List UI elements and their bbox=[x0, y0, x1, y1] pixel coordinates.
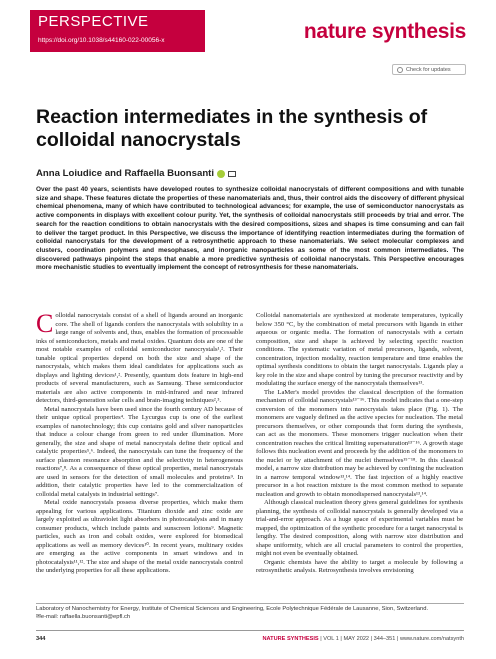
email-line bbox=[36, 614, 464, 622]
affiliation-text: Laboratory of Nanochemistry for Energy, Institute of Chemical Sciences and Engineering, Ecole Polytechnique Fédérale de Lausanne, Sion, Switzerland. bbox=[36, 606, 429, 612]
check-updates-label: Check for updates bbox=[406, 66, 451, 73]
check-updates-icon bbox=[397, 67, 403, 73]
paragraph: Colloidal nanocrystals consist of a shell of ligands around an inorganic core. The shell of ligands confers the nanocrystals with solubility in a large range of solvents and, thus, enables the formation of processable inks of semiconductors, metals and metal oxides. Quantum dots are one of the most notable examples of colloidal semiconductor nanocrystals¹,². Their tunable optical properties depend on both the size and shape of the nanocrystals, which makes them ideal candidates for applications such as displays and lighting devices¹,². Presently, quantum dots feature in high-end products of several manufacturers, such as Samsung. These semiconductor materials are also active components in mid-infrared and near infrared detectors, third-generation solar cells and brain-imaging techniques²,³. bbox=[36, 309, 243, 404]
paragraph: The LaMer's model provides the classical description of the formation mechanism of colloidal nanocrystals¹³⁻¹⁶. This model indicates that a one-step conversion of the monomers into nanocrystals takes place (Fig. 1). The monomers are vaguely defined as the active species for nucleation. The metal precursors themselves, or other compounds that form during the synthesis, can act as the monomers. These monomers trigger nucleation when their concentration reaches the critical limiting supersaturation¹³⁻¹⁶. A growth stage follows this nucleation event and proceeds by the addition of the monomers to the nuclei or by attachment of the nuclei themselves¹⁵⁻¹⁸. In this classical model, a narrow size distribution may be achieved by confining the nucleation in a narrow temporal window¹³,¹⁴. The fast injection of a highly reactive precursor in a hot reaction mixture is the most common method to separate nucleation and growth to obtain monodispersed nanocrystals¹³,¹⁴. bbox=[256, 388, 463, 498]
paragraph: Metal nanocrystals have been used since the fourth century AD because of their unique optical properties⁴. The Lycurgus cup is one of the earliest examples of nanotechnology; this cup contains gold and silver nanoparticles that induce a colour change from green to red under illumination. More generally, the size and shape of metal nanocrystals define their optical and catalytic properties⁵,⁶. Indeed, the nanocrystals can tune the frequency of the surface plasmon resonance absorption and the selectivity in heterogeneous reactions⁷,⁸. As a consequence of these optical properties, metal nanocrystals are used in sensors for the detection of small molecules and proteins⁹. In addition, their catalytic properties have led to the commercialization of colloidal metal catalysts in industrial settings⁷. bbox=[36, 405, 243, 498]
article-type-banner bbox=[30, 10, 205, 52]
journal-citation bbox=[263, 636, 465, 642]
citation-details[interactable]: | VOL 1 | MAY 2022 | 344–351 | www.nature.com/natsynth bbox=[320, 636, 464, 642]
body-column-left bbox=[36, 309, 243, 576]
affiliation-note bbox=[36, 606, 464, 621]
author-line bbox=[36, 168, 236, 179]
page-header bbox=[0, 0, 496, 73]
author-names: Anna Loiudice and Raffaella Buonsanti bbox=[36, 168, 215, 179]
journal-logo: nature synthesis bbox=[303, 20, 466, 43]
drop-cap: C bbox=[36, 309, 54, 338]
email-icon[interactable] bbox=[228, 171, 236, 177]
body-column-right bbox=[256, 312, 463, 576]
check-updates-button[interactable] bbox=[392, 64, 466, 75]
divider bbox=[36, 603, 464, 604]
paragraph: Organic chemists have the ability to target a molecule by following a retrosynthetic analysis. Retrosynthesis involves envisioning bbox=[256, 558, 463, 574]
footer-rule bbox=[36, 630, 464, 631]
paragraph: Colloidal nanomaterials are synthesized at moderate temperatures, typically below 350 °C, by the combination of metal precursors with ligands in either aqueous or organic media. The formation of nanocrystals with a certain composition, size and shape is achieved by selecting specific reaction conditions. The systematic variation of metal precursors, ligands, solvent, concentration, injection modality, reaction temperature and time enables the optimal synthesis conditions to obtain the target nanocrystals. Ligands play a key role in the size and shape control by tuning the precursor reactivity and by modulating the surface energy of the nanocrystals themselves¹³. bbox=[256, 312, 463, 387]
article-type-label: PERSPECTIVE bbox=[38, 13, 149, 30]
page-number: 344 bbox=[36, 636, 46, 642]
email-label: ✉e-mail: bbox=[36, 613, 59, 620]
journal-name: NATURE SYNTHESIS bbox=[262, 636, 319, 642]
paragraph: Although classical nucleation theory gives general guidelines for synthesis planning, the synthesis of colloidal nanocrystals is generally developed via a trial-and-error approach. As a huge space of experimental variables must be mapped, the optimization of the synthetic procedure for a target nanocrystal is lengthy. The desired composition, along with narrow size distribution and shape uniformity, which are all crucial parameters to control the properties, might not even be eventually obtained. bbox=[256, 499, 463, 557]
article-title: Reaction intermediates in the synthesis of colloidal nanocrystals bbox=[36, 106, 428, 151]
email-link[interactable]: raffaella.buonsanti@epfl.ch bbox=[59, 613, 131, 620]
abstract: Over the past 40 years, scientists have developed routes to synthesize colloidal nanocrystals of different compositions and with tunable size and shape. These features dictate the properties of these nanomaterials and, thus, their control aids the discovery of different physical chemical phenomena, many of which have contributed to technological advances; for example, the use of semiconductor nanocrystals as active components in displays with excellent colour purity. Yet, the synthesis of colloidal nanocrystals still proceeds by trial and error. The search for the reaction conditions to obtain nanocrystals with the desired compositions, sizes and shapes is time consuming and can fail to deliver the target product. In this Perspective, we discuss the importance of identifying reaction intermediates during the formation of colloidal nanocrystals for the development of a retrosynthetic approach to these nanomaterials. We select molecular complexes and clusters, coordination polymers and mesophases, and inorganic nanoparticles as some of the most common intermediates. The discovered pathways pinpoint the steps that enable a more predictive synthesis of colloidal nanocrystals. This Perspective encourages more mechanistic studies to eventually implement the concept of retrosynthesis for these nanomaterials. bbox=[36, 186, 464, 272]
paragraph: Metal oxide nanocrystals possess diverse properties, which make them appealing for various applications. Titanium dioxide and zinc oxide are largely exploited as ultraviolet light absorbers in photocatalysis and in many consumer products, which include paints and sunscreen lotions⁹. Magnetic particles, such as iron and cobalt oxides, were explored for biomedical applications as well as memory devices¹⁰. In recent years, multinary oxides are emerging as the active components in smart windows and in photocatalysis¹¹,¹². The size and shape of the metal oxide nanocrystals control the underlying properties for all these applications. bbox=[36, 499, 243, 574]
orcid-icon[interactable] bbox=[217, 170, 225, 178]
doi-link[interactable]: https://doi.org/10.1038/s44160-022-00056-x bbox=[38, 37, 165, 44]
